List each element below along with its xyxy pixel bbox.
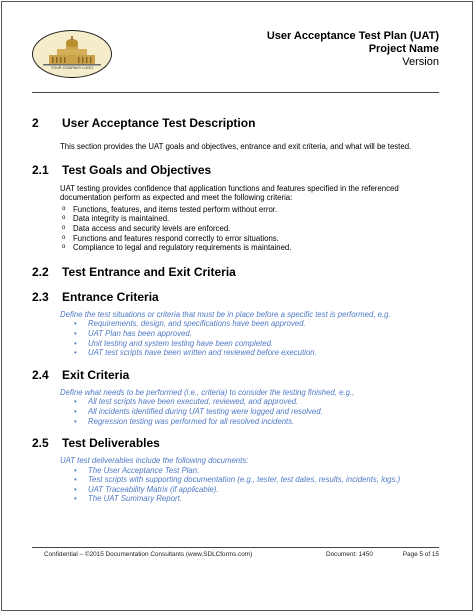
section-2-2-heading bbox=[32, 265, 442, 279]
list-item: • The UAT Summary Report. bbox=[72, 494, 442, 504]
section-2-5-heading bbox=[32, 436, 442, 450]
copyright-notice: Confidential – ©2015 Documentation Consultants (www.SDLCforms.com) bbox=[44, 551, 253, 558]
section-number: 2.2 bbox=[32, 264, 49, 279]
list-item: • All incidents identified during UAT testing were logged and resolved. bbox=[72, 407, 442, 417]
section-title: Test Deliverables bbox=[62, 436, 160, 451]
section-2-4-text: Define what needs to be performed (i.e., criteria) to consider the testing finished, e.g., bbox=[60, 387, 355, 397]
document-number: Document: 1450 bbox=[326, 551, 373, 558]
list-item: • All test scripts have been executed, reviewed, and approved. bbox=[72, 397, 442, 407]
exit-criteria-list bbox=[32, 397, 442, 426]
section-title: Test Goals and Objectives bbox=[62, 162, 212, 177]
section-number: 2.3 bbox=[32, 289, 49, 304]
list-item: • The User Acceptance Test Plan. bbox=[72, 466, 442, 476]
section-2-3-text: Define the test situations or criteria that must be in place before a specific test is performed, e.g. bbox=[60, 309, 391, 319]
company-logo bbox=[32, 30, 112, 78]
section-number: 2.5 bbox=[32, 436, 49, 451]
list-item: • UAT test scripts have been written and reviewed before execution. bbox=[72, 348, 442, 358]
entrance-criteria-list bbox=[32, 319, 442, 357]
section-2-text: This section provides the UAT goals and objectives, entrance and exit criteria, and what will be tested. bbox=[60, 142, 412, 151]
list-item: • UAT Traceability Matrix (if applicable). bbox=[72, 485, 442, 495]
list-item: • UAT Plan has been approved. bbox=[72, 329, 442, 339]
section-2-1-text: UAT testing provides confidence that application functions and features specified in the referenced documentation perform as expected and meet the following criteria: bbox=[60, 183, 399, 203]
logo-text: YOUR COMPANY LOGO bbox=[50, 66, 94, 70]
section-2-1-heading bbox=[32, 163, 442, 177]
list-item: o Data integrity is maintained. bbox=[60, 214, 442, 224]
section-title: Entrance Criteria bbox=[62, 289, 159, 304]
capitol-building-icon bbox=[33, 31, 111, 77]
project-name: Project Name bbox=[368, 43, 439, 55]
section-2-5-text: UAT test deliverables include the following documents: bbox=[60, 456, 249, 466]
list-item: o Data access and security levels are enforced. bbox=[60, 224, 442, 234]
list-item: o Functions, features, and items tested perform without error. bbox=[60, 205, 442, 215]
document-version: Version bbox=[402, 56, 439, 68]
section-2-4-heading bbox=[32, 368, 442, 382]
section-number: 2.4 bbox=[32, 367, 49, 382]
page-header bbox=[267, 30, 439, 69]
deliverables-list bbox=[32, 466, 442, 504]
list-item: • Unit testing and system testing have been completed. bbox=[72, 339, 442, 349]
document-body bbox=[32, 116, 442, 504]
list-item: • Regression testing was performed for all resolved incidents. bbox=[72, 417, 442, 427]
section-title: Test Entrance and Exit Criteria bbox=[62, 264, 236, 279]
section-number: 2 bbox=[32, 116, 39, 130]
list-item: • Requirements, design, and specifications have been approved. bbox=[72, 319, 442, 329]
page-number: Page 5 of 15 bbox=[402, 551, 439, 558]
section-2-heading bbox=[32, 116, 442, 130]
header-divider bbox=[32, 92, 439, 93]
section-title: User Acceptance Test Description bbox=[62, 116, 256, 130]
list-item: • Test scripts with supporting documentation (e.g., tester, test dates, results, incidents, logs.) bbox=[72, 475, 442, 485]
list-item: o Functions and features respond correctly to error situations. bbox=[60, 234, 442, 244]
list-item: o Compliance to legal and regulatory requirements is maintained. bbox=[60, 243, 442, 253]
section-number: 2.1 bbox=[32, 162, 49, 177]
goals-list bbox=[32, 205, 442, 253]
document-title: User Acceptance Test Plan (UAT) bbox=[266, 30, 439, 42]
document-page bbox=[1, 1, 473, 611]
footer-divider bbox=[32, 547, 439, 548]
section-title: Exit Criteria bbox=[62, 367, 130, 382]
section-2-3-heading bbox=[32, 290, 442, 304]
